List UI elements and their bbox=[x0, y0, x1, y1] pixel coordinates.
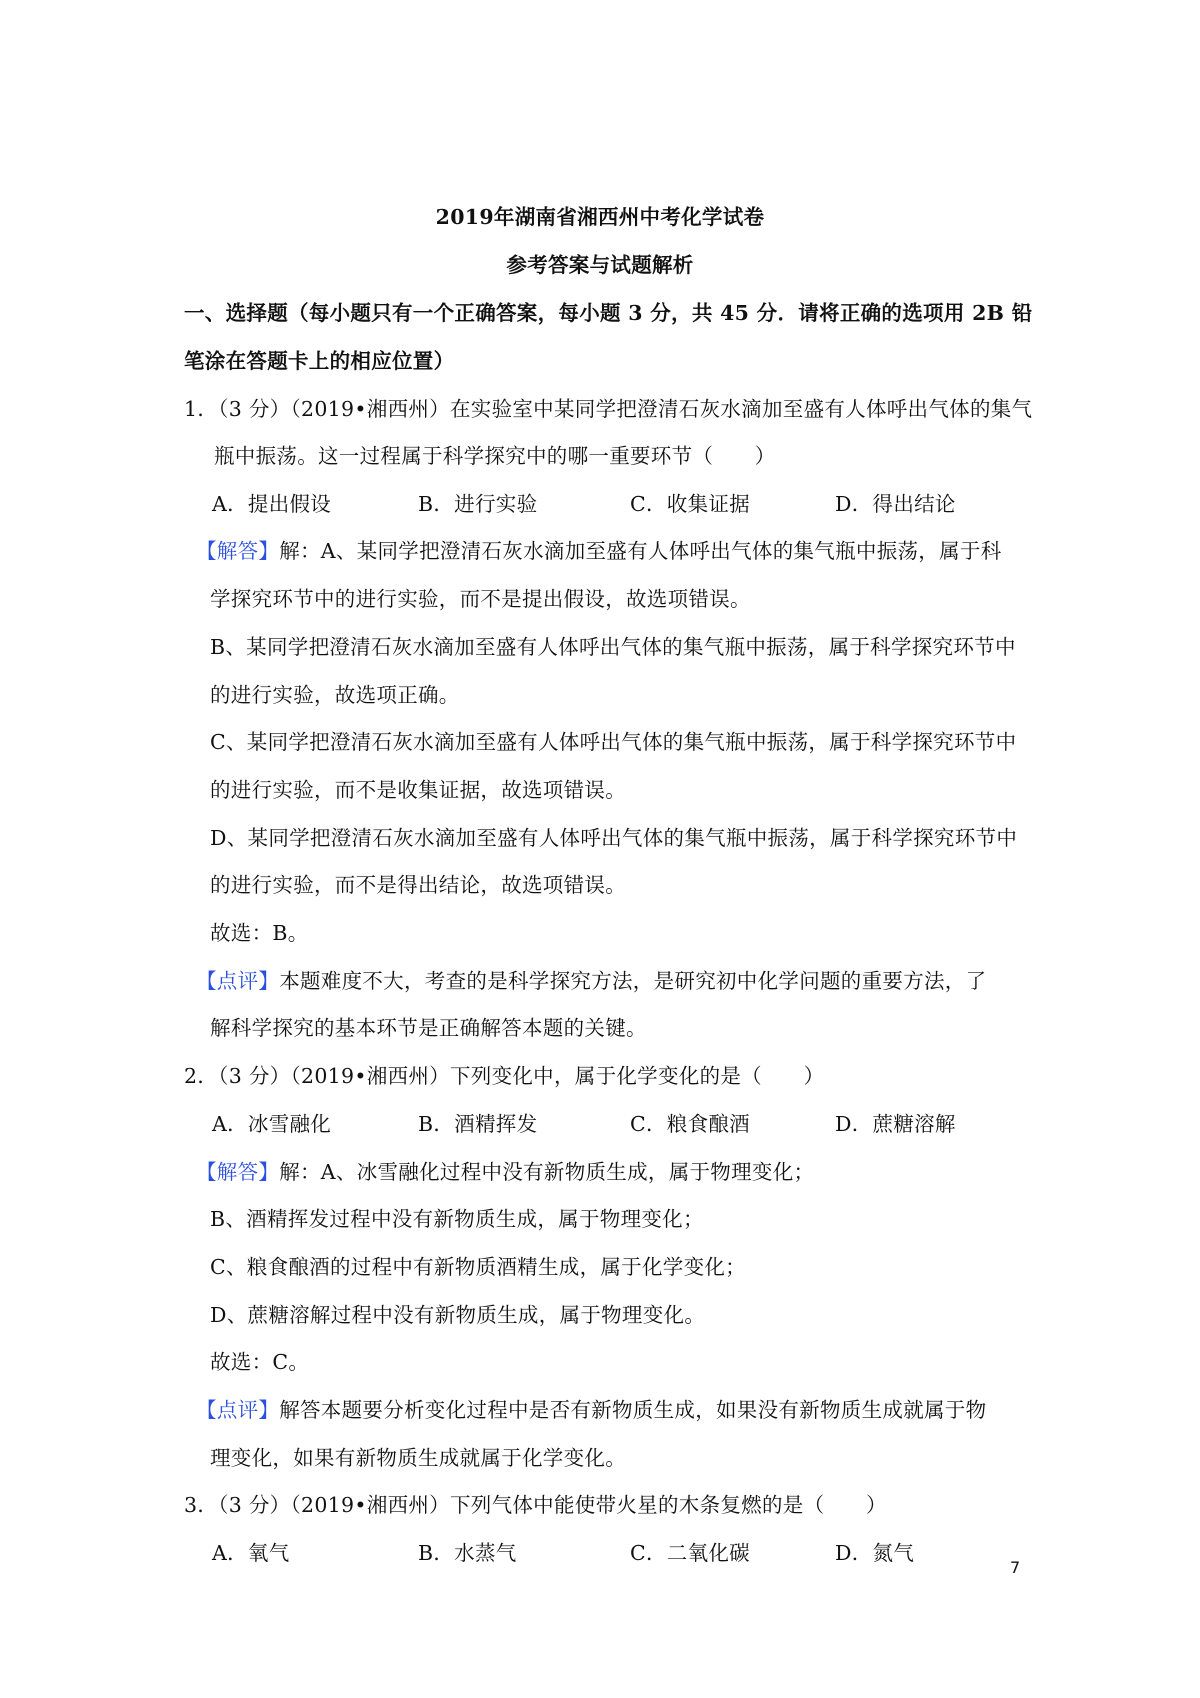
q2-stem-line-1: 2．（3 分）（2019•湘西州）下列变化中，属于化学变化的是（ ） bbox=[184, 1064, 825, 1088]
q2-comment-text: 解答本题要分析变化过程中是否有新物质生成，如果没有新物质生成就属于物 bbox=[279, 1398, 987, 1422]
q3-option-a: A．氧气 bbox=[212, 1541, 290, 1565]
q2-option-c: C．粮食酿酒 bbox=[630, 1112, 750, 1136]
document-title: 2019年湖南省湘西州中考化学试卷 bbox=[435, 205, 765, 229]
q1-answer-line-2: 学探究环节中的进行实验，而不是提出假设，故选项错误。 bbox=[210, 587, 751, 611]
document-subtitle: 参考答案与试题解析 bbox=[506, 253, 694, 277]
q2-answer-line-3: C、粮食酿酒的过程中有新物质酒精生成，属于化学变化； bbox=[210, 1255, 746, 1279]
q1-answer-line-4: 的进行实验，故选项正确。 bbox=[210, 683, 460, 707]
comment-label: 【点评】 bbox=[196, 969, 280, 993]
q1-option-a: A．提出假设 bbox=[212, 492, 332, 516]
q3-option-c: C．二氧化碳 bbox=[630, 1541, 750, 1565]
q2-answer-choice: 故选：C。 bbox=[210, 1350, 310, 1374]
q1-answer-line-8: 的进行实验，而不是得出结论，故选项错误。 bbox=[210, 873, 626, 897]
q2-option-b: B．酒精挥发 bbox=[418, 1112, 538, 1136]
q1-answer-line-3: B、某同学把澄清石灰水滴加至盛有人体呼出气体的集气瓶中振荡，属于科学探究环节中 bbox=[210, 635, 1016, 659]
q3-option-b: B．水蒸气 bbox=[418, 1541, 517, 1565]
comment-label: 【点评】 bbox=[196, 1398, 280, 1422]
q3-stem-line-1: 3．（3 分）（2019•湘西州）下列气体中能使带火星的木条复燃的是（ ） bbox=[184, 1493, 887, 1517]
q1-comment-text: 本题难度不大，考查的是科学探究方法，是研究初中化学问题的重要方法，了 bbox=[279, 969, 987, 993]
answer-label: 【解答】 bbox=[196, 539, 280, 563]
q3-option-d: D．氮气 bbox=[835, 1541, 915, 1565]
q1-stem-line-1: 1．（3 分）（2019•湘西州）在实验室中某同学把澄清石灰水滴加至盛有人体呼出气体的集气 bbox=[184, 397, 1033, 421]
q2-answer-line-1 bbox=[0, 1157, 1200, 1187]
q2-comment-line-2: 理变化，如果有新物质生成就属于化学变化。 bbox=[210, 1446, 626, 1470]
q2-answer-line-2: B、酒精挥发过程中没有新物质生成，属于物理变化； bbox=[210, 1207, 704, 1231]
q1-answer-line-6: 的进行实验，而不是收集证据，故选项错误。 bbox=[210, 778, 626, 802]
q1-option-b: B．进行实验 bbox=[418, 492, 538, 516]
q2-answer-line-4: D、蔗糖溶解过程中没有新物质生成，属于物理变化。 bbox=[210, 1303, 706, 1327]
q1-comment-line-2: 解科学探究的基本环节是正确解答本题的关键。 bbox=[210, 1016, 647, 1040]
answer-label: 【解答】 bbox=[196, 1160, 280, 1184]
q1-option-d: D．得出结论 bbox=[835, 492, 956, 516]
q2-answer-text: 解：A、冰雪融化过程中没有新物质生成，属于物理变化； bbox=[279, 1160, 815, 1184]
q1-answer-choice: 故选：B。 bbox=[210, 921, 309, 945]
q1-option-c: C．收集证据 bbox=[630, 492, 750, 516]
section-heading-line-1: 一、选择题（每小题只有一个正确答案，每小题 3 分，共 45 分．请将正确的选项用 2B 铅 bbox=[184, 301, 1033, 325]
q1-answer-line-5: C、某同学把澄清石灰水滴加至盛有人体呼出气体的集气瓶中振荡，属于科学探究环节中 bbox=[210, 730, 1017, 754]
q1-stem-line-2: 瓶中振荡。这一过程属于科学探究中的哪一重要环节（ ） bbox=[214, 444, 776, 468]
page-number: 7 bbox=[1010, 1558, 1021, 1577]
q1-comment-line-1 bbox=[0, 966, 1200, 996]
section-heading-line-2: 笔涂在答题卡上的相应位置） bbox=[184, 349, 455, 373]
q2-option-d: D．蔗糖溶解 bbox=[835, 1112, 956, 1136]
q2-comment-line-1 bbox=[0, 1395, 1200, 1425]
q1-answer-line-1 bbox=[0, 536, 1200, 566]
q1-answer-line-7: D、某同学把澄清石灰水滴加至盛有人体呼出气体的集气瓶中振荡，属于科学探究环节中 bbox=[210, 826, 1018, 850]
q1-answer-text: 解：A、某同学把澄清石灰水滴加至盛有人体呼出气体的集气瓶中振荡，属于科 bbox=[279, 539, 1002, 563]
q2-option-a: A．冰雪融化 bbox=[212, 1112, 332, 1136]
